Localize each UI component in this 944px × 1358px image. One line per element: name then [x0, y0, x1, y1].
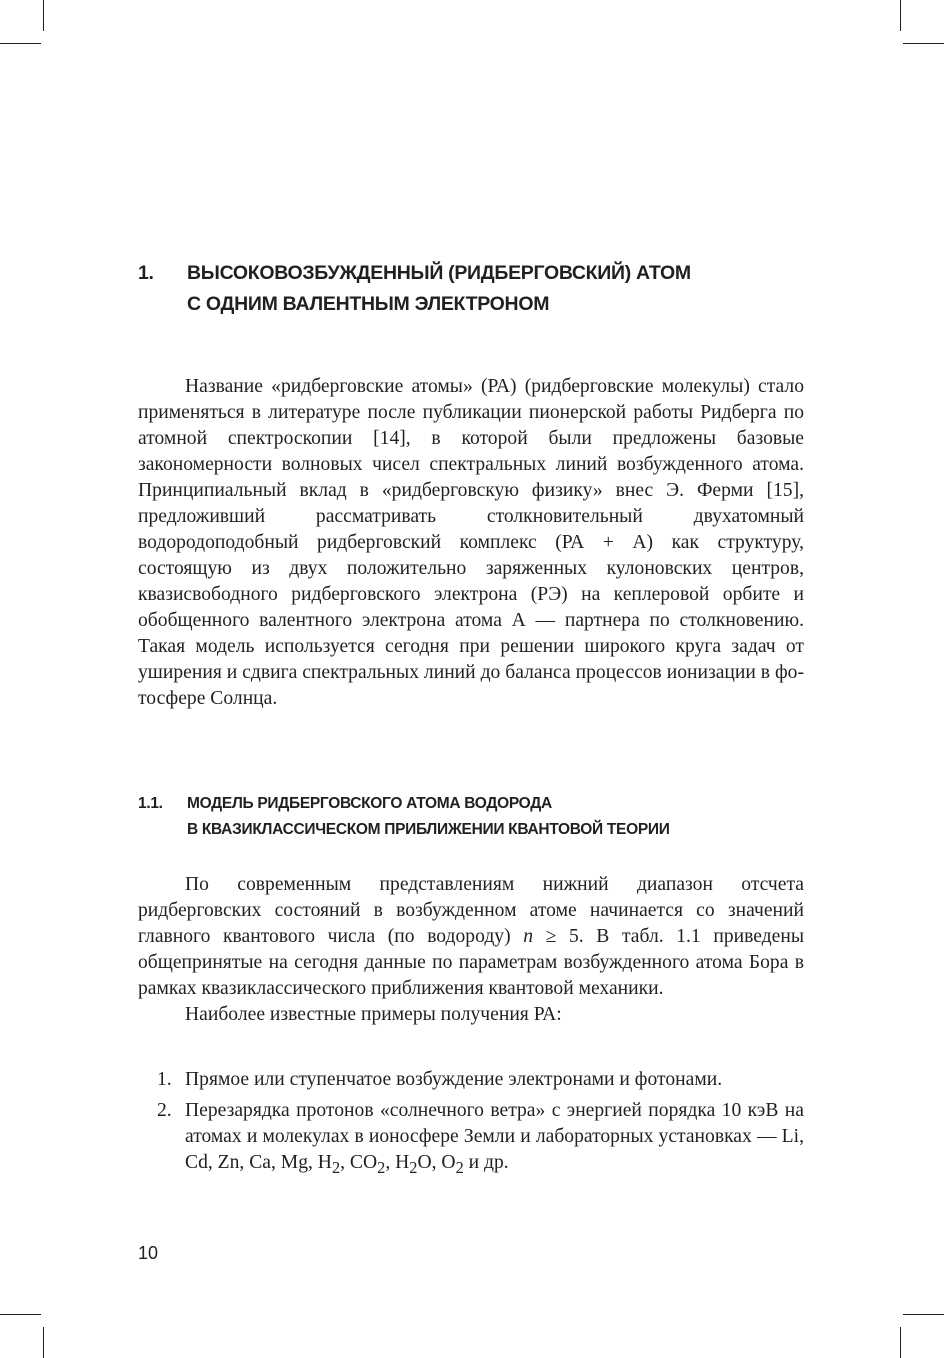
list-item-text-before: Перезарядка протонов «солнечного ветра» с энергией порядка 10 кэВ на атомах и молекулах в ионосфере Земли и лабораторных установках — Li, Cd, Zn, Ca, Mg, H	[185, 1100, 804, 1173]
list-marker: 2.	[157, 1100, 172, 1121]
list-item-text-mid: , H	[385, 1152, 410, 1173]
chapter-heading	[138, 258, 818, 320]
list-item-text-mid: O, O	[417, 1152, 456, 1173]
section-paragraph-part-2: ≥ 5. В табл. 1.1 приведены общепринятые на сегодня данные по параметрам возбужденного атома Бора в рамках квазиклассического приближения квантовой механики.	[138, 926, 804, 999]
crop-mark-top-right-h	[903, 43, 944, 44]
section-title	[187, 791, 818, 843]
crop-mark-bottom-left-v	[43, 1327, 44, 1358]
crop-mark-bottom-right-v	[900, 1327, 901, 1358]
subscript: 2	[331, 1157, 341, 1177]
section-heading	[138, 791, 818, 843]
subscript: 2	[409, 1157, 418, 1177]
section-paragraph-part-1: По современным представлениям нижний диапазон отсчета ридберговских состояний в возбужденном атоме начинается со значений главного квантового числа (по водороду)	[138, 874, 804, 947]
list-item-text-after: и др.	[463, 1152, 509, 1173]
section-title-line-2: В КВАЗИКЛАССИЧЕСКОМ ПРИБЛИЖЕНИИ КВАНТОВОЙ ТЕОРИИ	[187, 821, 670, 838]
examples-intro: Наиболее известные примеры получения РА:	[185, 1004, 562, 1025]
crop-mark-bottom-right-h	[903, 1314, 944, 1315]
list-item	[138, 1098, 804, 1181]
intro-section	[138, 374, 804, 712]
list-item-text	[185, 1100, 804, 1177]
list-item	[138, 1067, 804, 1093]
subscript: 2	[455, 1157, 464, 1177]
crop-mark-top-left-v	[43, 0, 44, 31]
list-item-text-mid: , CO	[340, 1152, 378, 1173]
list-marker: 1.	[157, 1069, 172, 1090]
section-title-line-1: МОДЕЛЬ РИДБЕРГОВСКОГО АТОМА ВОДОРОДА	[187, 795, 552, 812]
examples-list	[138, 1067, 804, 1186]
crop-mark-top-right-v	[900, 0, 901, 31]
subscript: 2	[377, 1157, 386, 1177]
section-body	[138, 872, 804, 1028]
chapter-number: 1.	[138, 262, 154, 284]
variable-n: n	[523, 926, 534, 947]
crop-mark-bottom-left-h	[0, 1314, 41, 1315]
page-number: 10	[138, 1243, 159, 1263]
section-number: 1.1.	[138, 795, 163, 812]
chapter-title-line-2: С ОДНИМ ВАЛЕНТНЫМ ЭЛЕКТРОНОМ	[187, 293, 550, 315]
chapter-title-line-1: ВЫСОКОВОЗБУЖДЕННЫЙ (РИДБЕРГОВСКИЙ) АТОМ	[187, 262, 691, 284]
list-item-text: Прямое или ступенчатое возбуждение электронами и фотонами.	[185, 1069, 723, 1090]
section-paragraph	[138, 872, 804, 1002]
intro-paragraph: Название «ридберговские атомы» (РА) (ридберговские молекулы) стало применяться в литературе после публикации пионерской работы Ридберга по атомной спектроскопии [14], в которой были предложены базовые закономерности волновых чисел спектральных линий возбужденного атома. Принципиальный вклад в «ридберговскую физику» внес Э. Ферми [15], предложивший рассматривать столкновительный двухатомный водородоподобный ридберговский комплекс (РА + А) как структуру, состоящую из двух положительно заряженных кулоновских центров, квазисвободного ридберговского электрона (РЭ) на кеплеровой орбите и обобщенного валентного электрона атома А — партнера по столкновению. Такая модель используется сегодня при решении широкого круга задач от уширения и сдвига спектральных линий до баланса процессов ионизации в фотосфере Солнца.	[138, 376, 804, 709]
chapter-title	[187, 258, 818, 320]
crop-mark-top-left-h	[0, 43, 41, 44]
